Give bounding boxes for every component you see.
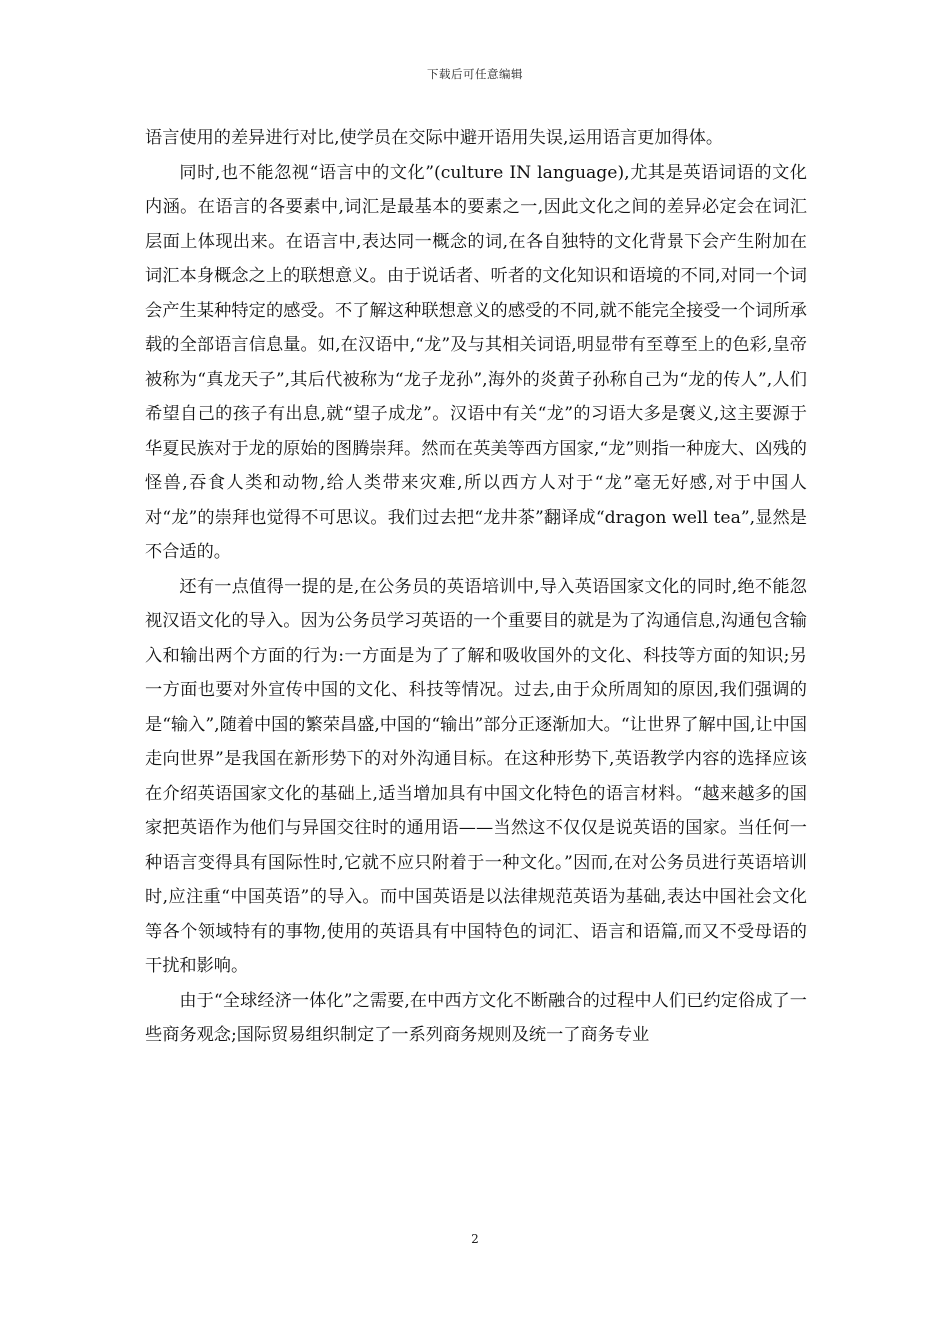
paragraph: 还有一点值得一提的是,在公务员的英语培训中,导入英语国家文化的同时,绝不能忽视汉语文化的导入。因为公务员学习英语的一个重要目的就是为了沟通信息,沟通包含输入和输出两个方面的行为:一方面是为了了解和吸收国外的文化、科技等方面的知识;另一方面也要对外宣传中国的文化、科技等情况。过去,由于众所周知的原因,我们强调的是“输入”,随着中国的繁荣昌盛,中国的“输出”部分正逐渐加大。“让世界了解中国,让中国走向世界”是我国在新形势下的对外沟通目标。在这种形势下,英语教学内容的选择应该在介绍英语国家文化的基础上,适当增加具有中国文化特色的语言材料。“越来越多的国家把英语作为他们与异国交往时的通用语——当然这不仅仅是说英语的国家。当任何一种语言变得具有国际性时,它就不应只附着于一种文化。”因而,在对公务员进行英语培训时,应注重“中国英语”的导入。而中国英语是以法律规范英语为基础,表达中国社会文化等各个领域特有的事物,使用的英语具有中国特色的词汇、语言和语篇,而又不受母语的干扰和影响。 xyxy=(145,576,807,976)
page-header: 下载后可任意编辑 xyxy=(427,67,523,81)
paragraph: 语言使用的差异进行对比,使学员在交际中避开语用失误,运用语言更加得体。 xyxy=(145,128,724,148)
document-body xyxy=(145,121,807,1053)
page-number: 2 xyxy=(471,1232,479,1246)
paragraph: 由于“全球经济一体化”之需要,在中西方文化不断融合的过程中人们已约定俗成了一些商务观念;国际贸易组织制定了一系列商务规则及统一了商务专业 xyxy=(145,990,807,1045)
paragraph: 同时,也不能忽视“语言中的文化”(culture IN language),尤其是英语词语的文化内涵。在语言的各要素中,词汇是最基本的要素之一,因此文化之间的差异必定会在词汇层面上体现出来。在语言中,表达同一概念的词,在各自独特的文化背景下会产生附加在词汇本身概念之上的联想意义。由于说话者、听者的文化知识和语境的不同,对同一个词会产生某种特定的感受。不了解这种联想意义的感受的不同,就不能完全接受一个词所承载的全部语言信息量。如,在汉语中,“龙”及与其相关词语,明显带有至尊至上的色彩,皇帝被称为“真龙天子”,其后代被称为“龙子龙孙”,海外的炎黄子孙称自己为“龙的传人”,人们希望自己的孩子有出息,就“望子成龙”。汉语中有关“龙”的习语大多是褒义,这主要源于华夏民族对于龙的原始的图腾崇拜。然而在英美等西方国家,“龙”则指一种庞大、凶残的怪兽,吞食人类和动物,给人类带来灾难,所以西方人对于“龙”毫无好感,对于中国人对“龙”的崇拜也觉得不可思议。我们过去把“龙井茶”翻译成“dragon well tea”,显然是不合适的。 xyxy=(145,162,807,562)
